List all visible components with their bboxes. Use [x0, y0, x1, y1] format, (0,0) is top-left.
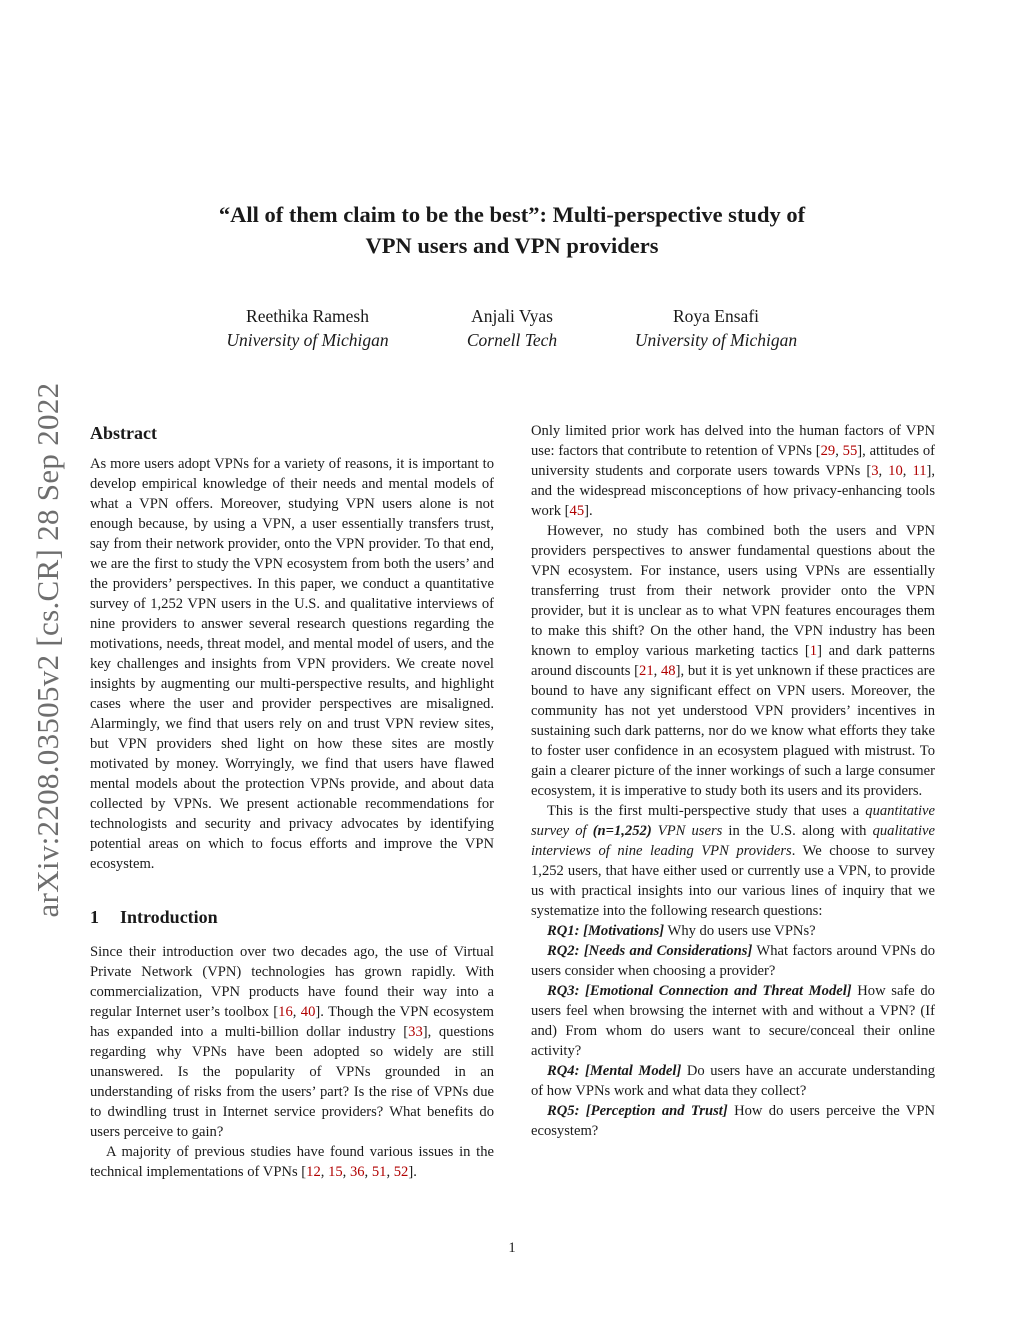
- introduction-heading: [90, 905, 494, 929]
- abstract-heading: Abstract: [90, 423, 157, 443]
- page-number: 1: [508, 1240, 516, 1256]
- author-name: Reethika Ramesh: [246, 306, 369, 326]
- citation-link[interactable]: 51: [371, 1164, 387, 1180]
- author-block: [205, 304, 410, 352]
- intro-paragraph-5: This is the first multi-perspective study that uses a quantitative survey of (n=1,252) VPN users in the U.S. along with qualitative interviews of nine leading VPN providers. We choose to survey 1,252 users, that have either used or currently use a VPN, to provide us with practical insights into our various lines of inquiry that we systematize into the following research questions:: [531, 803, 935, 919]
- author-affiliation: Cornell Tech: [466, 330, 558, 350]
- citation-link[interactable]: 36: [349, 1164, 365, 1180]
- research-question: RQ4: [Mental Model] Do users have an accurate understanding of how VPNs work and what data they collect?: [531, 1063, 935, 1099]
- paper-title: [150, 199, 874, 261]
- intro-paragraph-3: Only limited prior work has delved into the human factors of VPN use: factors that contribute to retention of VPNs [29, 55], attitudes of university students and corporate users towards VPNs [3, 10, 11], and the widespread misconceptions of how privacy-enhancing tools work [45].: [531, 423, 936, 519]
- citation-link[interactable]: 48: [661, 663, 676, 679]
- research-question: RQ3: [Emotional Connection and Threat Model] How safe do users feel when browsing the internet with and without a VPN? (If and) From whom do users want to secure/conceal their online activity?: [531, 983, 935, 1059]
- section-number: 1: [90, 907, 99, 927]
- title-line-1: “All of them claim to be the best”: Multi-perspective study of: [218, 202, 806, 227]
- author-affiliation: University of Michigan: [634, 330, 798, 350]
- citation-link[interactable]: 1: [809, 643, 818, 659]
- rq-label: RQ2: [Needs and Considerations]: [547, 943, 753, 959]
- citation-link[interactable]: 33: [408, 1024, 423, 1040]
- arxiv-identifier: arXiv:2208.03505v2 [cs.CR] 28 Sep 2022: [30, 382, 65, 918]
- citation-link[interactable]: 16: [278, 1004, 293, 1020]
- research-question: RQ1: [Motivations] Why do users use VPNs?: [547, 923, 816, 939]
- intro-paragraph-4: However, no study has combined both the users and VPN providers perspectives to answer fundamental questions about the VPN ecosystem. For instance, users using VPNs are essentially transferring trust from their network provider onto the VPN provider, but it is unclear as to what VPN features encourages them to make this shift? On the other hand, the VPN industry has been known to employ various marketing tactics [1] and dark patterns around discounts [21, 48], but it is yet unknown if these practices are bound to have any significant effect on VPN users. Moreover, the community has not yet understood VPN providers’ incentives in sustaining such dark patterns, nor do we know what efforts they take to foster user confidence in an ecosystem plagued with mistrust. To gain a clearer picture of the inner workings of such a large consumer ecosystem, it is imperative to study both its users and its providers.: [531, 523, 935, 799]
- author-block: [440, 304, 584, 352]
- citation-link[interactable]: 29: [820, 443, 836, 459]
- intro-paragraph-1: Since their introduction over two decades ago, the use of Virtual Private Network (VPN) technologies has grown rapidly. With commercialization, VPN products have found their way into a regular Internet user’s toolbox [16, 40]. Though the VPN ecosystem has expanded into a multi-billion dollar industry [33], questions regarding why VPNs have been adopted so widely are still unanswered. Is the popularity of VPNs grounded in an understanding of risks from the users’ part? Is the rise of VPNs due to dwindling trust in Internet service providers? What benefits do users perceive to gain?: [90, 944, 494, 1140]
- rq-label: RQ1: [Motivations]: [547, 923, 665, 939]
- research-question: RQ5: [Perception and Trust] How do users perceive the VPN ecosystem?: [531, 1103, 936, 1139]
- citation-link[interactable]: 52: [393, 1164, 409, 1180]
- rq-label: RQ5: [Perception and Trust]: [547, 1103, 728, 1119]
- citation-link[interactable]: 11: [912, 463, 927, 479]
- rq-label: RQ4: [Mental Model]: [547, 1063, 682, 1079]
- author-affiliation: University of Michigan: [226, 330, 389, 350]
- rq-label: RQ3: [Emotional Connection and Threat Model]: [547, 983, 852, 999]
- citation-link[interactable]: 55: [842, 443, 858, 459]
- citation-link[interactable]: 10: [888, 463, 903, 479]
- citation-link[interactable]: 40: [300, 1004, 316, 1020]
- author-name: Anjali Vyas: [471, 306, 553, 326]
- left-column: [90, 421, 494, 1182]
- citation-link[interactable]: 21: [639, 663, 654, 679]
- citation-link[interactable]: 12: [306, 1164, 321, 1180]
- citation-link[interactable]: 3: [871, 463, 879, 479]
- right-column: [531, 421, 935, 1141]
- citation-link[interactable]: 15: [328, 1164, 343, 1180]
- abstract-text: As more users adopt VPNs for a variety of reasons, it is important to develop empirical knowledge of their needs and mental models of what a VPN offers. Moreover, studying VPN users alone is not enough because, by using a VPN, a user essentially transfers trust, say from their network provider, onto the VPN provider. To that end, we are the first to study the VPN ecosystem from both the users’ and the providers’ perspectives. In this paper, we conduct a quantitative survey of 1,252 VPN users in the U.S. and qualitative interviews of nine providers to answer several research questions regarding the motivations, needs, threat model, and mental model of users, and the key challenges and insights from VPN providers. We create novel insights by augmenting our multi-perspective results, and highlight cases where the user and provider perspectives are misaligned. Alarmingly, we find that users rely on and trust VPN review sites, but VPN providers shed light on how these sites are mostly motivated by money. Worryingly, we find that users have flawed mental models about the protection VPNs provide, and about data collected by VPNs. We present actionable recommendations for technologists and security and privacy advocates by identifying potential areas on which to focus efforts and improve the VPN ecosystem.: [90, 456, 494, 872]
- author-block: [612, 304, 820, 352]
- research-question: RQ2: [Needs and Considerations] What factors around VPNs do users consider when choosing a provider?: [531, 943, 935, 979]
- citation-link[interactable]: 45: [569, 503, 585, 519]
- author-name: Roya Ensafi: [672, 306, 760, 326]
- title-line-2: VPN users and VPN providers: [365, 233, 659, 258]
- section-title: Introduction: [120, 907, 218, 927]
- intro-paragraph-2: A majority of previous studies have found various issues in the technical implementations of VPNs [12, 15, 36, 51, 52].: [90, 1144, 494, 1180]
